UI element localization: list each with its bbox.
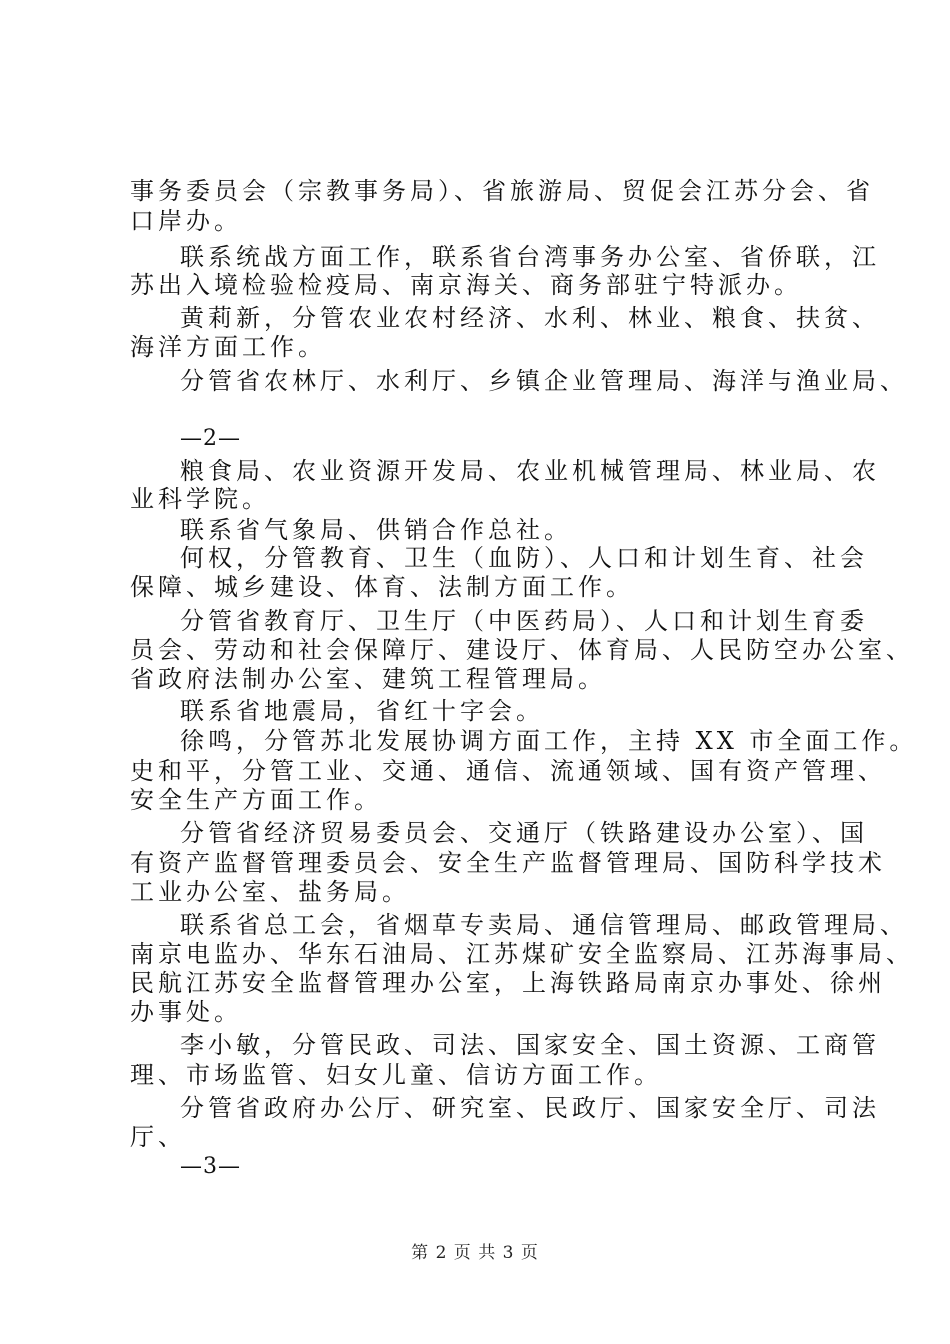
text-line: 海洋方面工作。 [130,333,326,361]
page-footer: 第 2 页 共 3 页 [411,1243,539,1263]
text-line: 苏出入境检验检疫局、南京海关、商务部驻宁特派办。 [130,271,802,299]
text-line: 厅、 [130,1123,186,1151]
text-line: 工业办公室、盐务局。 [130,878,410,906]
text-line: 分管省经济贸易委员会、交通厅（铁路建设办公室）、国 [180,819,868,847]
text-line: 办事处。 [130,998,242,1026]
text-line: 事务委员会（宗教事务局）、省旅游局、贸促会江苏分会、省 [130,177,874,205]
text-line: 业科学院。 [130,485,270,513]
text-line: 联系省地震局，省红十字会。 [180,697,544,725]
text-line: 粮食局、农业资源开发局、农业机械管理局、林业局、农 [180,457,880,485]
page-number-marker: —3— [180,1154,241,1179]
text-line: 有资产监督管理委员会、安全生产监督管理局、国防科学技术 [130,849,886,877]
text-line: 联系省气象局、供销合作总社。 [180,516,572,544]
text-line: 分管省教育厅、卫生厅（中医药局）、人口和计划生育委 [180,607,868,635]
text-line: 何权，分管教育、卫生（血防）、人口和计划生育、社会 [180,544,868,572]
text-line: 民航江苏安全监督管理办公室，上海铁路局南京办事处、徐州 [130,969,886,997]
text-line: 保障、城乡建设、体育、法制方面工作。 [130,573,634,601]
text-line: 省政府法制办公室、建筑工程管理局。 [130,665,606,693]
page-number-marker: —2— [180,426,241,451]
text-line: 口岸办。 [130,207,242,235]
text-line: 联系省总工会，省烟草专卖局、通信管理局、邮政管理局、 [180,911,908,939]
text-line: 徐鸣，分管苏北发展协调方面工作，主持 XX 市全面工作。 [180,727,918,755]
text-line: 南京电监办、华东石油局、江苏煤矿安全监察局、江苏海事局、 [130,940,914,968]
text-line: 史和平，分管工业、交通、通信、流通领域、国有资产管理、 [130,757,886,785]
text-line: 黄莉新，分管农业农村经济、水利、林业、粮食、扶贫、 [180,304,880,332]
text-line: 分管省政府办公厅、研究室、民政厅、国家安全厅、司法 [180,1094,880,1122]
text-line: 安全生产方面工作。 [130,786,382,814]
text-line: 李小敏，分管民政、司法、国家安全、国土资源、工商管 [180,1031,880,1059]
text-line: 理、市场监管、妇女儿童、信访方面工作。 [130,1061,662,1089]
text-line: 分管省农林厅、水利厅、乡镇企业管理局、海洋与渔业局、 [180,367,908,395]
text-line: 联系统战方面工作，联系省台湾事务办公室、省侨联，江 [180,243,880,271]
text-line: 员会、劳动和社会保障厅、建设厅、体育局、人民防空办公室、 [130,636,914,664]
